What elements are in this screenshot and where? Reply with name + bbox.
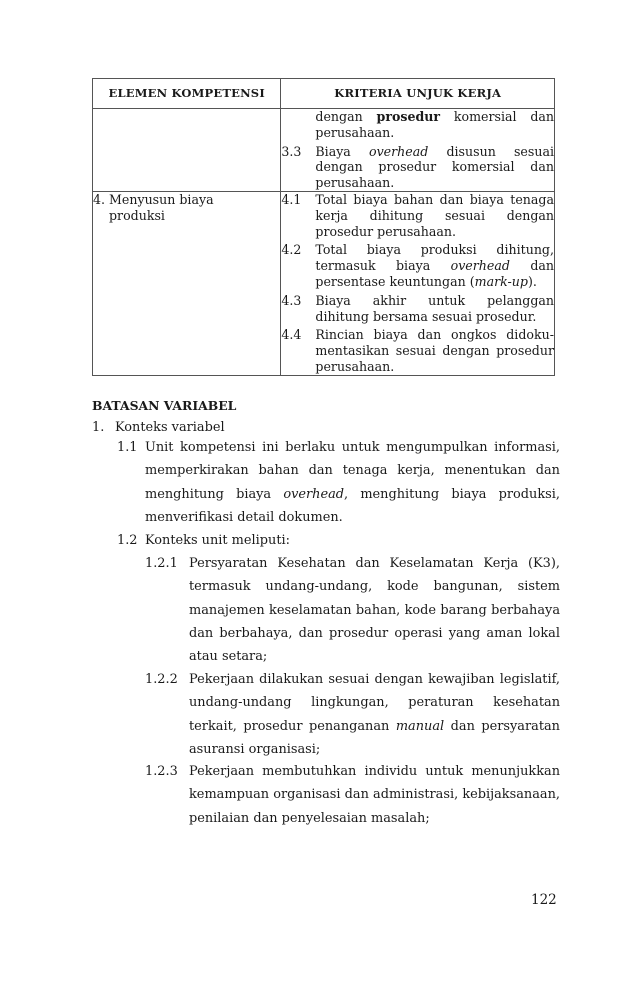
section-heading: BATASAN VARIABEL bbox=[92, 398, 237, 413]
element-cell: 4. Menyusun biaya produksi bbox=[93, 191, 281, 375]
criteria-item: 4.1 Total biaya bahan dan biaya tenaga kerja dihitung sesuai dengan prosedur perusahaan. bbox=[281, 191, 554, 239]
table-row bbox=[93, 191, 555, 375]
criteria-cell bbox=[281, 109, 555, 192]
list-item-1-1: 1.1 Unit kompetensi ini berlaku untuk mengumpulkan informasi, memperkirakan bahan dan tenaga kerja, menentukan dan menghitung biaya overhead, menghitung biaya produksi, menverifikasi detail dokumen. bbox=[117, 440, 560, 525]
element-cell-empty bbox=[93, 109, 281, 192]
page-number: 122 bbox=[531, 892, 557, 908]
table-row bbox=[93, 109, 555, 192]
list-item-1-2-1: 1.2.1 Persyaratan Kesehatan dan Keselamatan Kerja (K3), termasuk undang-undang, kode bangunan, sistem manajemen keselamatan bahan, kode barang berbahaya dan berbahaya, dan prosedur operasi yang aman lokal atau setara; bbox=[145, 556, 560, 665]
criteria-item: 3.3 Biaya overhead disusun sesuai dengan prosedur komersial dan perusahaan. bbox=[281, 143, 554, 191]
list-item-1-2-3: 1.2.3 Pekerjaan membutuhkan individu untuk menunjukkan kemampuan organisasi dan administrasi, kebijaksanaan, penilaian dan penyelesaian masalah; bbox=[145, 764, 560, 826]
list-item-1-2-2: 1.2.2 Pekerjaan dilakukan sesuai dengan kewajiban legislatif, undang-undang lingkungan, peraturan kesehatan terkait, prosedur penanganan manual dan persyaratan asuransi organisasi; bbox=[145, 672, 560, 757]
list-item-1-2: 1.2 Konteks unit meliputi: bbox=[117, 533, 290, 548]
criteria-continuation: dengan prosedur komersial dan perusahaan. bbox=[315, 109, 554, 140]
list-item-1: 1. Konteks variabel bbox=[92, 420, 225, 435]
criteria-item: 4.4 Rincian biaya dan ongkos didokumentasikan sesuai dengan prosedur perusahaan. bbox=[281, 327, 554, 374]
element-label: Menyusun biaya produksi bbox=[109, 191, 214, 223]
header-elemen-kompetensi: ELEMEN KOMPETENSI bbox=[93, 79, 281, 109]
header-kriteria-unjuk-kerja: KRITERIA UNJUK KERJA bbox=[281, 79, 555, 109]
criteria-item: 4.2 Total biaya produksi dihitung, termasuk biaya overhead dan persentase keuntungan (mark-up). bbox=[281, 242, 554, 289]
criteria-cell bbox=[281, 191, 555, 375]
criteria-item: 4.3 Biaya akhir untuk pelanggan dihitung bersama sesuai prosedur. bbox=[281, 292, 554, 324]
table-header-row bbox=[93, 79, 555, 109]
competency-table bbox=[92, 78, 555, 376]
